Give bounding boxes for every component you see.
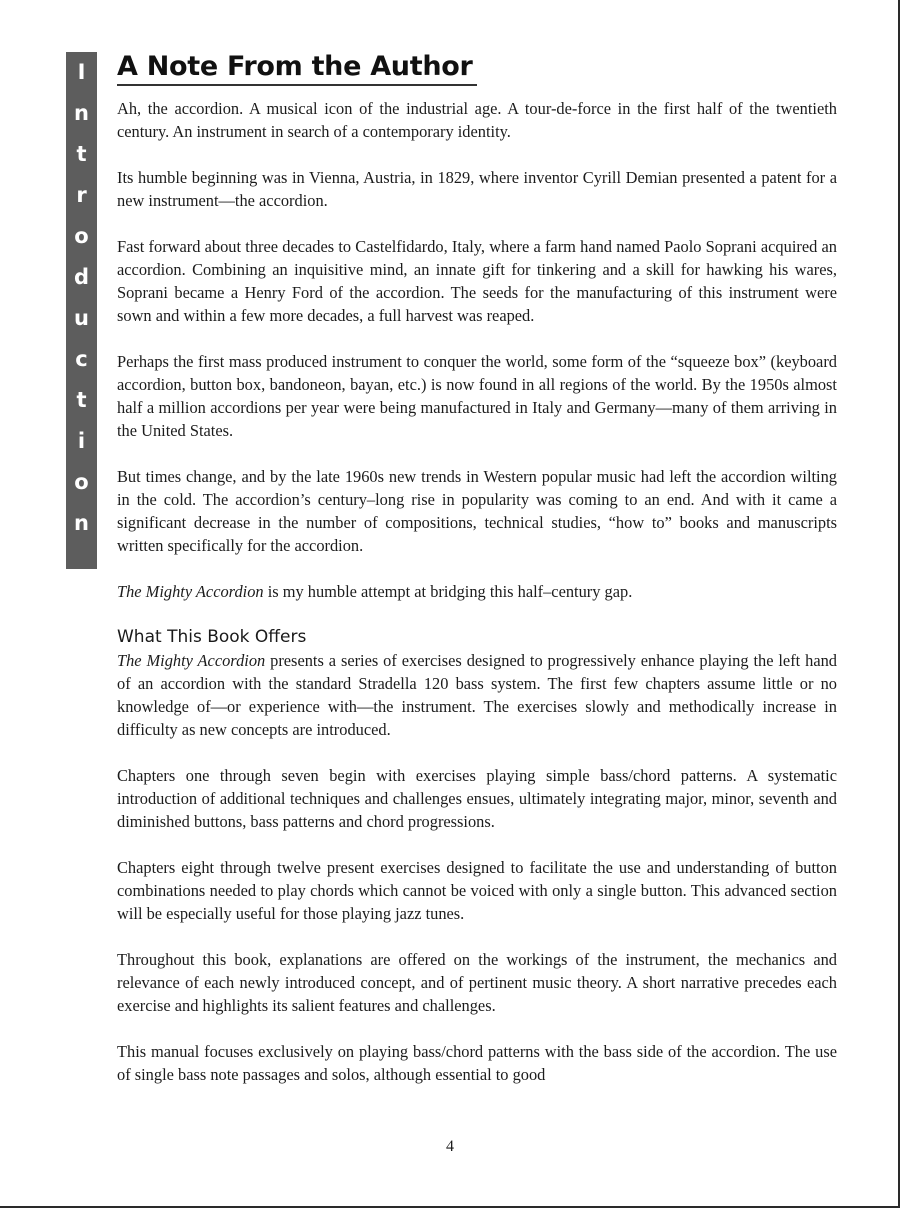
section-tab-introduction <box>66 52 97 569</box>
paragraph: Chapters one through seven begin with exercises playing simple bass/chord patterns. A systematic introduction of additional techniques and challenges ensues, ultimately integrating major, minor, seventh and diminished buttons, bass patterns and chord progressions. <box>117 766 837 831</box>
paragraph <box>117 580 837 603</box>
paragraph-text: presents a series of exercises designed to progressively enhance playing the left hand of an accordion with the standard Stradella 120 bass system. The first few chapters assume little or no knowledge of—or experience with—the instrument. The exercises slowly and methodically increase in difficulty as new concepts are introduced. <box>117 651 837 739</box>
tab-letter: n <box>74 101 89 125</box>
body-text <box>117 97 837 1086</box>
paragraph: But times change, and by the late 1960s new trends in Western popular music had left the accordion wilting in the cold. The accordion’s century–long rise in popularity was coming to an end. And with it came a significant decrease in the number of compositions, technical studies, “how to” books and manuscripts written specifically for the accordion. <box>117 467 837 555</box>
paragraph: Throughout this book, explanations are offered on the workings of the instrument, the mechanics and relevance of each newly introduced concept, and of pertinent music theory. A short narrative precedes each exercise and highlights its salient features and challenges. <box>117 950 837 1015</box>
book-title: The Mighty Accordion <box>117 651 266 670</box>
book-title: The Mighty Accordion <box>117 582 264 601</box>
paragraph: Perhaps the first mass produced instrument to conquer the world, some form of the “squeeze box” (keyboard accordion, button box, bandoneon, bayan, etc.) is now found in all regions of the world. By the 1950s almost half a million accordions per year were being manufactured in Italy and Germany—many of them arriving in the United States. <box>117 352 837 440</box>
paragraph: Chapters eight through twelve present exercises designed to facilitate the use and understanding of button combinations needed to play chords which cannot be voiced with only a single button. This advanced section will be especially useful for those playing jazz tunes. <box>117 858 837 923</box>
paragraph-text: is my humble attempt at bridging this half–century gap. <box>263 582 633 601</box>
tab-letter: I <box>77 60 86 84</box>
tab-letter: i <box>77 429 86 453</box>
section-heading: What This Book Offers <box>117 627 307 647</box>
paragraph: Its humble beginning was in Vienna, Austria, in 1829, where inventor Cyrill Demian presented a patent for a new instrument—the accordion. <box>117 168 837 210</box>
tab-letter: t <box>76 142 87 166</box>
paragraph: Fast forward about three decades to Castelfidardo, Italy, where a farm hand named Paolo Soprani acquired an accordion. Combining an inquisitive mind, an innate gift for tinkering and a skill for hawking his wares, Soprani became a Henry Ford of the accordion. The seeds for the manufacturing of this instrument were sown and within a few more decades, a full harvest was reaped. <box>117 237 837 325</box>
tab-letter: c <box>75 347 88 371</box>
page-title: A Note From the Author <box>117 52 477 86</box>
tab-letter: o <box>74 224 89 248</box>
tab-letter: r <box>76 183 87 207</box>
page-number: 4 <box>446 1138 454 1155</box>
paragraph: This manual focuses exclusively on playing bass/chord patterns with the bass side of the accordion. The use of single bass note passages and solos, although essential to good <box>117 1042 837 1084</box>
tab-letter: u <box>74 306 89 330</box>
tab-letter: o <box>74 470 89 494</box>
paragraph <box>117 649 837 741</box>
tab-letter: n <box>74 511 89 535</box>
tab-letter: d <box>73 265 90 289</box>
tab-letter: t <box>76 388 87 412</box>
paragraph: Ah, the accordion. A musical icon of the industrial age. A tour-de-force in the first half of the twentieth century. An instrument in search of a contemporary identity. <box>117 99 837 141</box>
